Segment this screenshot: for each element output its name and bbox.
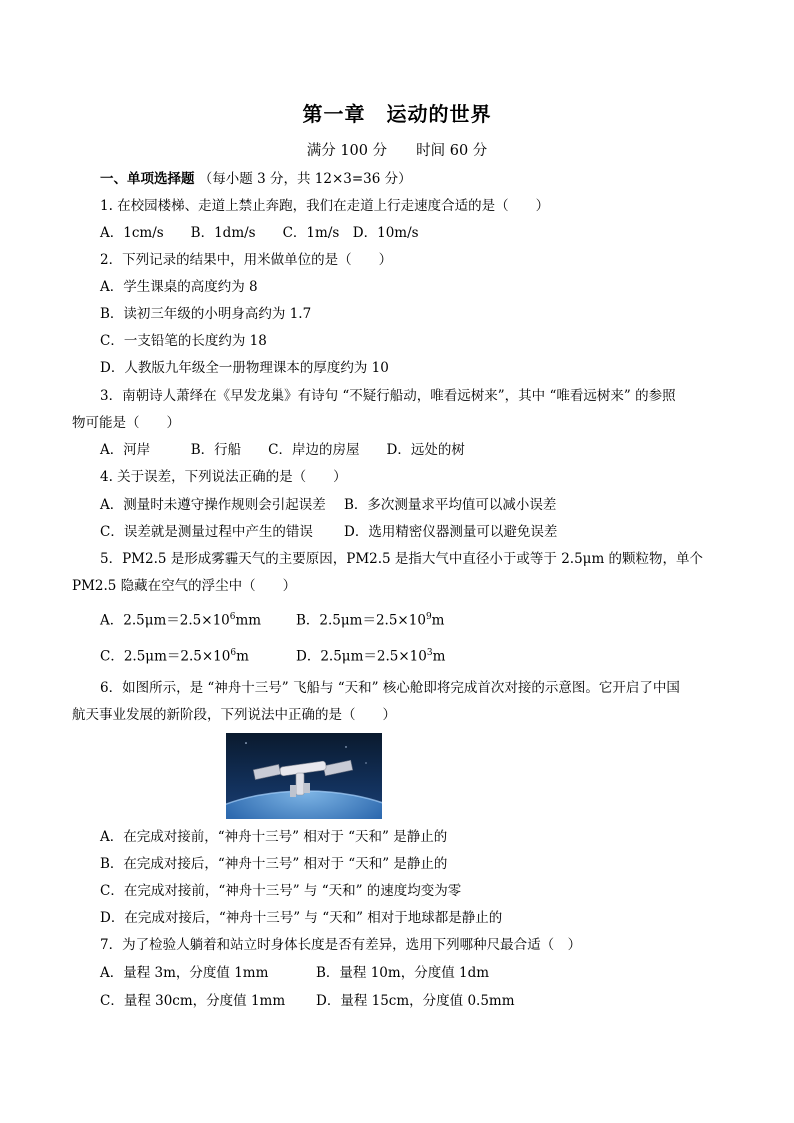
- question-3-options: A．河岸 B．行船 C．岸边的房屋 D．远处的树: [100, 442, 465, 458]
- option-a-base: A．2.5μm＝2.5×10: [100, 612, 230, 629]
- question-6-stem-line1: 6．如图所示，是 “神舟十三号” 飞船与 “天和” 核心舱即将完成首次对接的示意图。它开启了中国: [100, 680, 680, 696]
- question-2-stem: 2．下列记录的结果中，用米做单位的是（ ）: [100, 252, 393, 268]
- option-a-exponent: 6: [229, 612, 236, 622]
- question-2-option-d: D．人教版九年级全一册物理课本的厚度约为 10: [100, 360, 389, 376]
- question-5-option-a: [100, 608, 261, 630]
- option-d-exponent: 3: [426, 648, 433, 658]
- question-3-stem-line2: 物可能是（ ）: [72, 415, 180, 431]
- section-note: （每小题 3 分，共 12×3=36 分）: [198, 171, 412, 187]
- question-4-option-d: D．选用精密仪器测量可以避免误差: [344, 524, 558, 540]
- option-c-unit: m: [236, 648, 249, 665]
- question-6-option-d: D．在完成对接后，“神舟十三号” 与 “天和” 相对于地球都是静止的: [100, 910, 503, 926]
- space-station-figure: [226, 733, 382, 819]
- question-5-option-d: [296, 644, 445, 666]
- option-a-unit: mm: [235, 612, 262, 629]
- question-7-stem: 7．为了检验人躺着和站立时身体长度是否有差异，选用下列哪种尺最合适（ ）: [100, 937, 582, 953]
- question-6-option-b: B．在完成对接后，“神舟十三号” 相对于 “天和” 是静止的: [100, 856, 448, 872]
- option-d-base: D．2.5μm＝2.5×10: [296, 648, 427, 665]
- question-3-stem-line1: 3．南朝诗人萧绎在《早发龙巢》有诗句 “不疑行船动，唯看远树来”，其中 “唯看远树来” 的参照: [100, 388, 676, 404]
- question-6-option-c: C．在完成对接前，“神舟十三号” 与 “天和” 的速度均变为零: [100, 883, 462, 899]
- space-station-image: [226, 733, 382, 819]
- question-1-options: A．1cm/s B．1dm/s C．1m/s D．10m/s: [100, 225, 419, 241]
- question-2-option-b: B．读初三年级的小明身高约为 1.7: [100, 306, 312, 322]
- option-b-unit: m: [431, 612, 445, 629]
- question-4-option-b: B．多次测量求平均值可以减小误差: [344, 497, 557, 513]
- question-6-stem-line2: 航天事业发展的新阶段，下列说法中正确的是（ ）: [72, 707, 396, 723]
- question-7-option-d: D．量程 15cm，分度值 0.5mm: [316, 993, 515, 1009]
- question-1-stem: 1. 在校园楼梯、走道上禁止奔跑，我们在走道上行走速度合适的是（ ）: [100, 198, 550, 214]
- question-7-option-b: B．量程 10m，分度值 1dm: [316, 965, 490, 981]
- page-title: 第一章 运动的世界: [302, 102, 492, 126]
- option-d-unit: m: [432, 648, 446, 665]
- question-2-option-a: A．学生课桌的高度约为 8: [100, 279, 258, 295]
- question-5-option-b: [296, 608, 444, 630]
- option-b-exponent: 9: [425, 612, 432, 622]
- question-7-option-c: C．量程 30cm，分度值 1mm: [100, 993, 286, 1009]
- section-title: 一、单项选择题: [100, 171, 195, 187]
- question-5-option-c: [100, 644, 249, 666]
- option-c-exponent: 6: [230, 648, 237, 658]
- question-6-option-a: A．在完成对接前，“神舟十三号” 相对于 “天和” 是静止的: [100, 829, 448, 845]
- question-4-option-a: A．测量时未遵守操作规则会引起误差: [100, 497, 326, 513]
- option-c-base: C．2.5μm＝2.5×10: [100, 648, 231, 665]
- question-4-option-c: C．误差就是测量过程中产生的错误: [100, 524, 313, 540]
- exam-info: 满分 100 分 时间 60 分: [306, 143, 488, 159]
- section-heading: [100, 170, 412, 188]
- question-5-stem-line2: PM2.5 隐藏在空气的浮尘中（ ）: [72, 578, 297, 594]
- option-b-base: B．2.5μm＝2.5×10: [296, 612, 426, 629]
- question-2-option-c: C．一支铅笔的长度约为 18: [100, 333, 267, 349]
- question-4-stem: 4. 关于误差，下列说法正确的是（ ）: [100, 469, 347, 485]
- question-5-stem-line1: 5．PM2.5 是形成雾霾天气的主要原因，PM2.5 是指大气中直径小于或等于 2.5μm 的颗粒物，单个: [100, 551, 704, 567]
- question-7-option-a: A．量程 3m，分度值 1mm: [100, 965, 269, 981]
